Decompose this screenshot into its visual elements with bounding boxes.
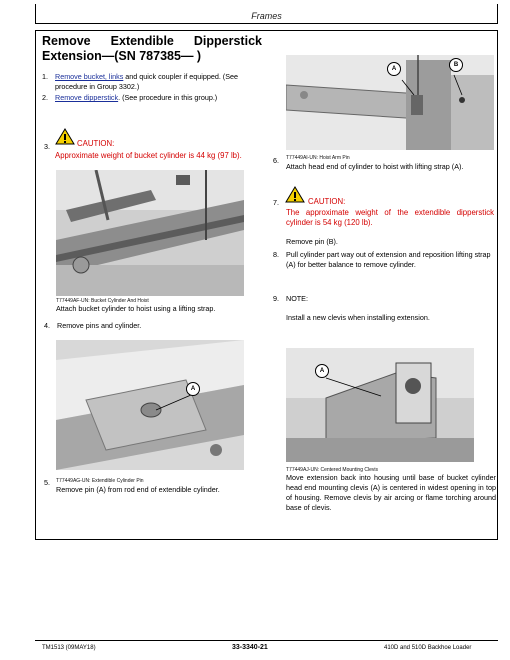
footer-document-id: TM1513 (09MAY18) [42, 645, 96, 651]
step-3-caution-body: Approximate weight of bucket cylinder is 44 kg (97 lb). [55, 151, 242, 160]
callout-a-strap: A [387, 62, 401, 76]
step-9-number: 9. [273, 294, 279, 303]
bucket-cylinder-caption: T77449AF-UN: Bucket Cylinder And Hoist [56, 298, 149, 304]
step-7-number: 7. [273, 198, 279, 207]
footer-page-number: 33-3340-21 [232, 644, 268, 651]
step-2-text: . (See procedure in this group.) [118, 93, 218, 102]
step-8 [273, 250, 495, 270]
step-7-caution-body: The approximate weight of the extendible dipperstick cylinder is 54 kg (120 lb). [286, 208, 494, 227]
centered-mounting-clevis-photo [286, 348, 474, 462]
callout-b-pin: B [449, 58, 463, 72]
warning-triangle-icon [55, 128, 75, 145]
step-9-text: Install a new clevis when installing extension. [286, 313, 430, 322]
step-3-caution-label: CAUTION: [77, 139, 115, 148]
extendible-cylinder-pin-photo [56, 340, 244, 470]
step-8-number: 8. [273, 250, 279, 259]
remove-dipperstick-link[interactable]: Remove dipperstick [55, 93, 119, 102]
callout-a-clevis: A [315, 364, 329, 378]
step-9-note-label: NOTE: [286, 294, 308, 303]
step-6-text: Attach head end of cylinder to hoist with lifting strap (A). [286, 162, 464, 171]
footer-rule [35, 640, 498, 641]
title-word-2: Extendible [110, 34, 174, 48]
step-1-text: and quick coupler if equipped. (See procedure in Group 3302.) [55, 72, 238, 91]
step-5-caption: T77449AG-UN: Extendible Cylinder Pin [56, 478, 144, 484]
bucket-cylinder-photo [56, 170, 244, 296]
step-4-text: Remove pins and cylinder. [57, 321, 142, 330]
step-1 [42, 72, 267, 92]
step-10-text: Move extension back into housing until base of bucket cylinder head end mounting clevis (A) is centered in widest opening in top of housing. Remove clevis by air arcing or flame torching around base of clevis. [286, 473, 496, 512]
step-5-number: 5. [44, 478, 50, 487]
step-6-number: 6. [273, 156, 279, 165]
step-8-text: Pull cylinder part way out of extension and reposition lifting strap (A) for better balance to remove cylinder. [286, 250, 491, 269]
title-word-3: Dipperstick [193, 34, 262, 48]
bucket-cylinder-instruction: Attach bucket cylinder to hoist using a lifting strap. [56, 304, 216, 313]
step-4-number: 4. [44, 321, 50, 330]
step-6-caption: T77449AI-UN: Hoist Arm Pin [286, 155, 350, 161]
step-1-number: 1. [42, 72, 48, 81]
step-3-number: 3. [44, 142, 50, 151]
title-word-1: Remove [42, 34, 91, 48]
step-2 [42, 93, 267, 103]
header-title: Frames [251, 11, 282, 21]
warning-triangle-icon [285, 186, 305, 203]
step-5-text: Remove pin (A) from rod end of extendible cylinder. [56, 485, 220, 494]
page-header [35, 4, 498, 24]
callout-a-pin: A [186, 382, 200, 396]
step-2-number: 2. [42, 93, 48, 102]
step-10-caption: T77449AJ-UN: Centered Mounting Clevis [286, 467, 378, 473]
title-line-2: Extension—(SN 787385— ) [42, 49, 202, 63]
section-title [42, 34, 262, 64]
step-7-text: Remove pin (B). [286, 237, 338, 246]
step-4 [44, 321, 264, 331]
remove-bucket-links-link[interactable]: Remove bucket, links [55, 72, 124, 81]
footer-model: 410D and 510D Backhoe Loader [384, 645, 472, 651]
step-7-caution-label: CAUTION: [308, 197, 346, 206]
